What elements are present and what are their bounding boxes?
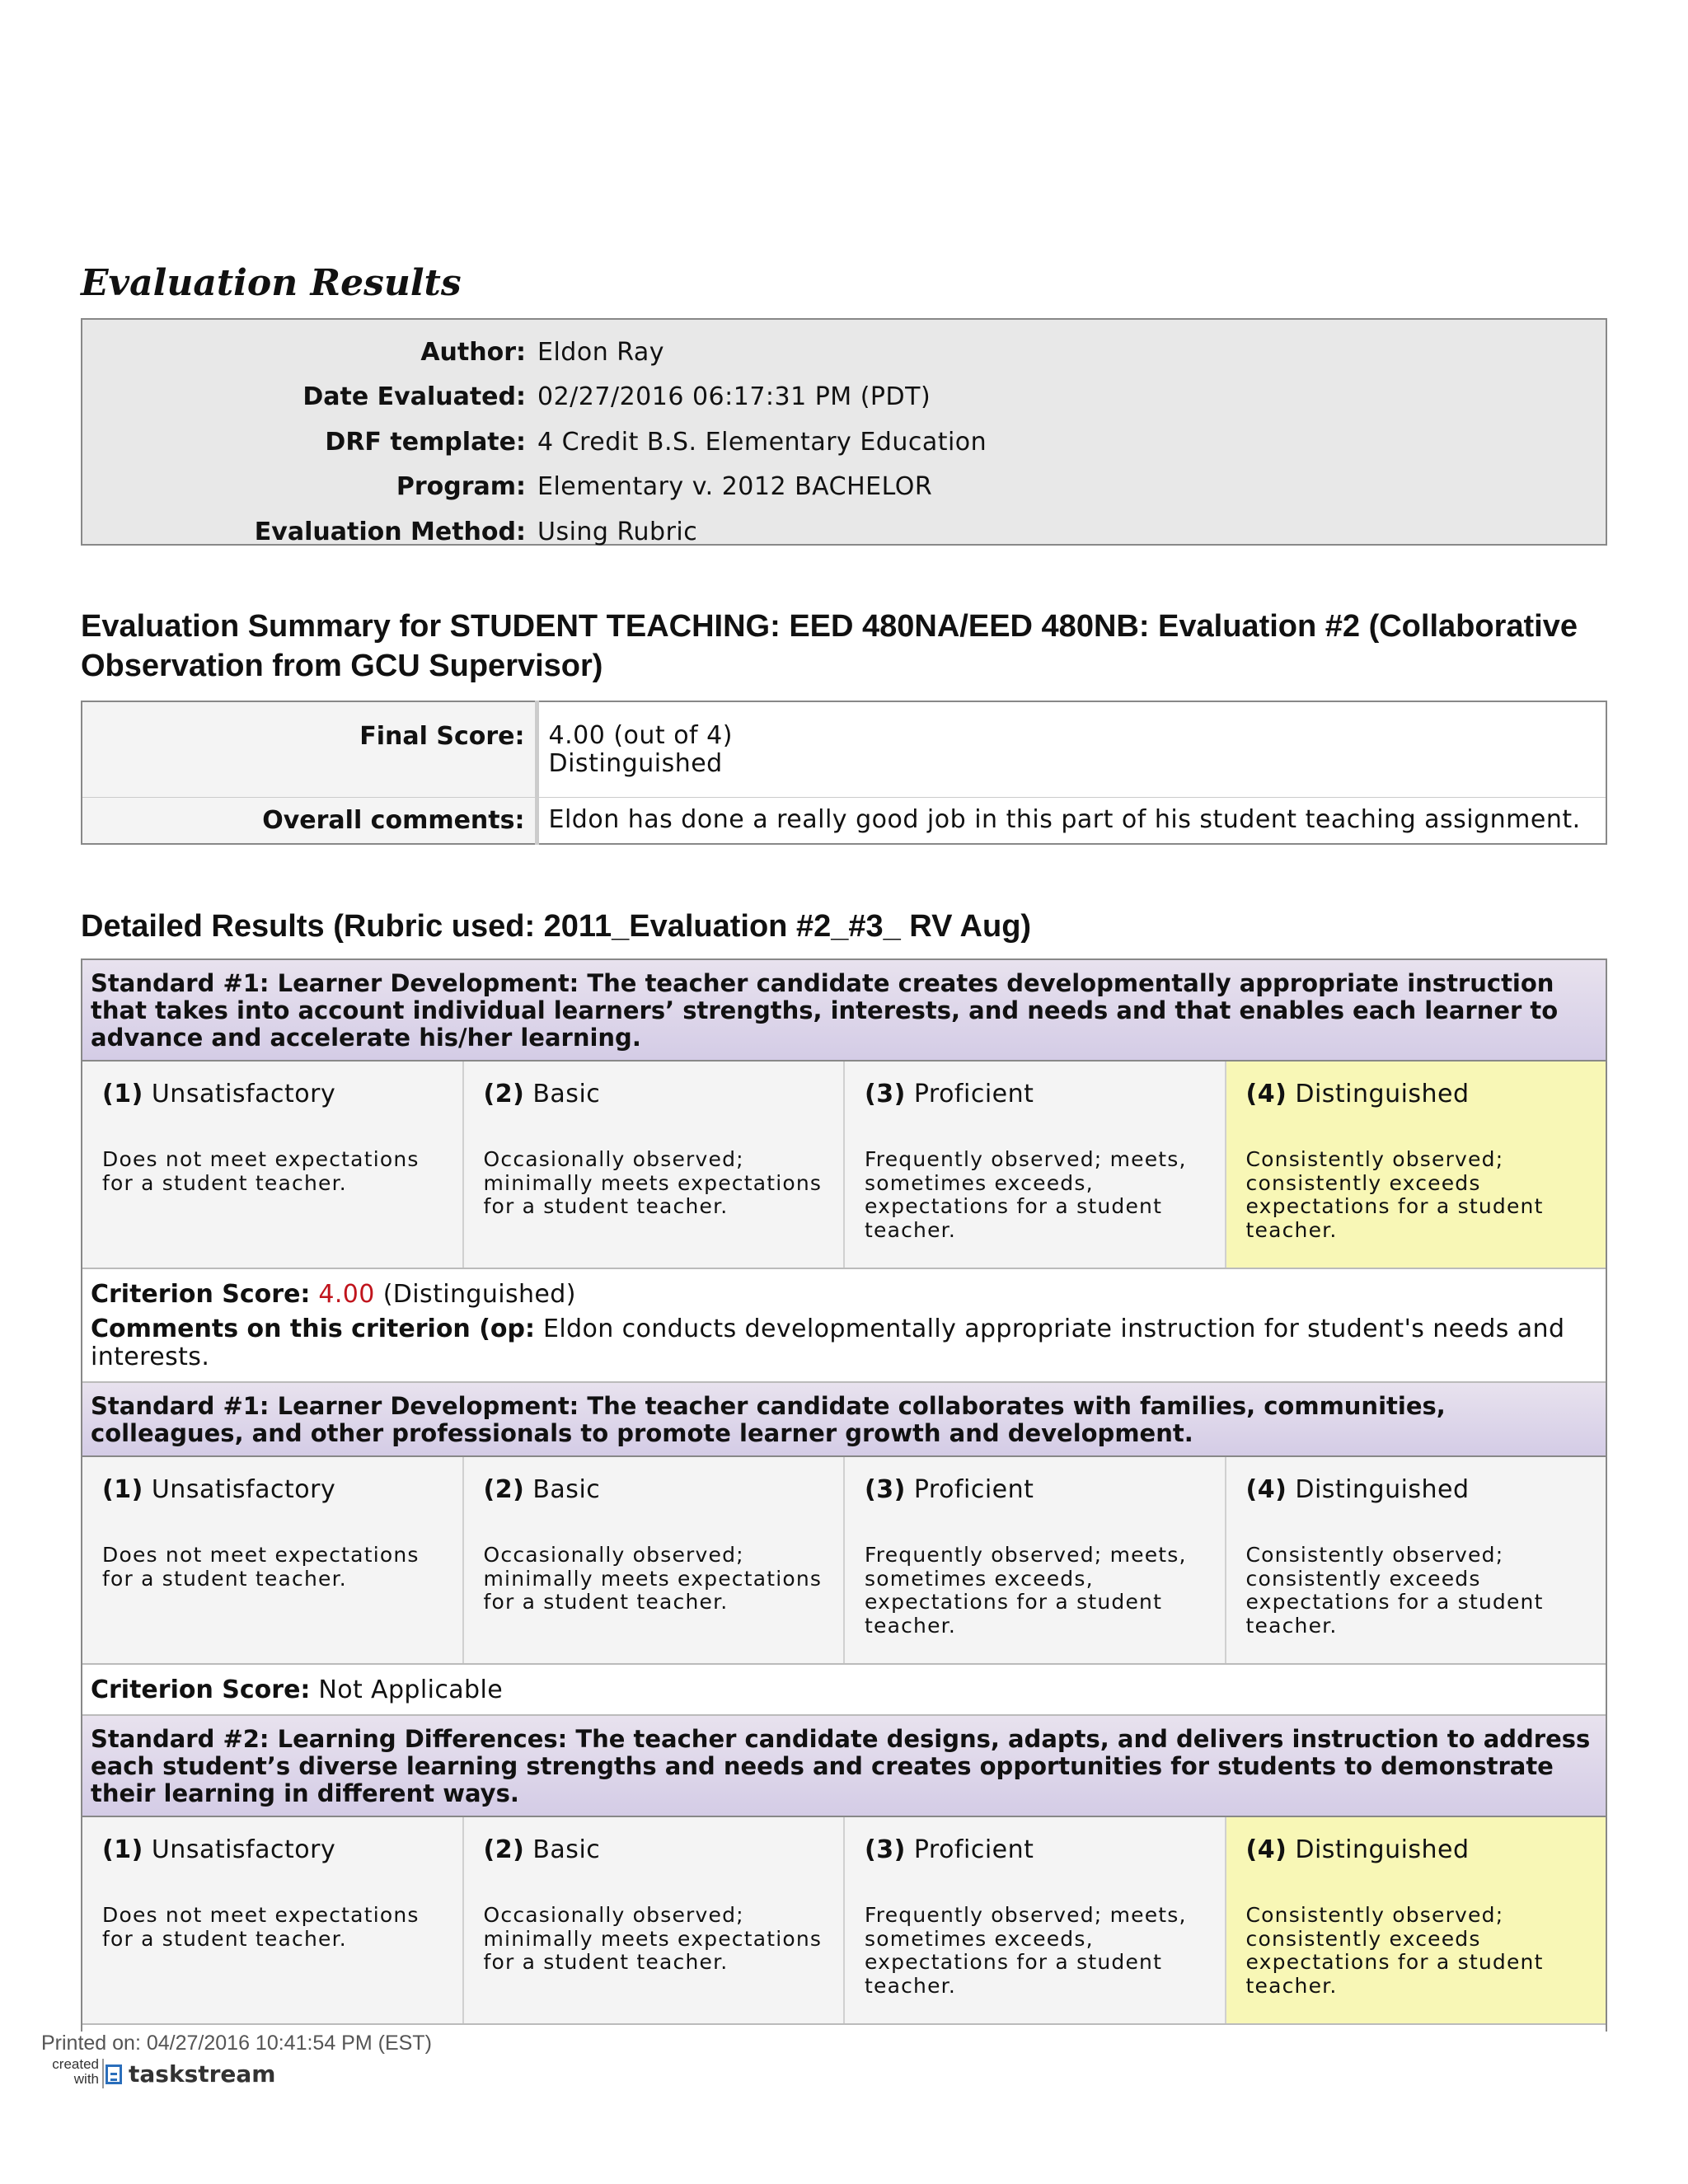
created-line: created: [52, 2056, 99, 2072]
level-unsatisfactory: [82, 1062, 464, 1268]
level-name: Proficient: [913, 1835, 1034, 1864]
level-distinguished: [1226, 1457, 1606, 1663]
level-number: (1): [102, 1835, 143, 1864]
level-proficient: [845, 1457, 1226, 1663]
level-description: Consistently observed; consistently exceeds expectations for a student teacher.: [1245, 1147, 1544, 1242]
level-number: (4): [1245, 1475, 1287, 1504]
summary-heading: Evaluation Summary for STUDENT TEACHING: EED 480NA/EED 480NB: Evaluation #2 (Collaborative Observation from GCU Supervisor): [81, 609, 1578, 683]
meta-row-template: [82, 419, 1606, 465]
level-number: (1): [102, 1475, 143, 1504]
level-name: Distinguished: [1295, 1475, 1470, 1504]
criterion-value: Not Applicable: [318, 1675, 504, 1704]
final-score-label: Final Score:: [82, 701, 537, 797]
meta-row-program: [82, 465, 1606, 510]
level-unsatisfactory: [82, 1457, 464, 1663]
evaluation-meta: [81, 318, 1607, 546]
level-name: Proficient: [913, 1475, 1034, 1504]
with-line: with: [73, 2071, 99, 2087]
level-description: Occasionally observed; minimally meets expectations for a student teacher.: [483, 1543, 823, 1614]
level-proficient: [845, 1062, 1226, 1268]
meta-value: 4 Credit B.S. Elementary Education: [537, 427, 987, 457]
criterion-comments: Eldon conducts developmentally appropriate instruction for student's needs and interests.: [91, 1315, 1565, 1371]
level-name: Proficient: [913, 1080, 1034, 1108]
level-description: Occasionally observed; minimally meets expectations for a student teacher.: [483, 1147, 823, 1218]
level-number: (3): [865, 1080, 906, 1108]
created-with-label: [40, 2057, 99, 2087]
level-description: Consistently observed; consistently exceeds expectations for a student teacher.: [1245, 1543, 1544, 1638]
level-description: Consistently observed; consistently exceeds expectations for a student teacher.: [1245, 1903, 1544, 1998]
level-number: (3): [865, 1475, 906, 1504]
meta-row-author: [82, 330, 1606, 375]
criterion-score-label: Criterion Score:: [91, 1675, 311, 1704]
level-name: Basic: [532, 1475, 601, 1504]
printed-on: Printed on: 04/27/2016 10:41:54 PM (EST): [41, 2032, 432, 2055]
criterion-level: (Distinguished): [382, 1280, 576, 1309]
standard-header: Standard #2: Learning Differences: The teacher candidate designs, adapts, and delivers instruction to address each student’s diverse learning strengths and needs and creates opportunities for students to demonstrate their learning in different ways.: [82, 1716, 1606, 1817]
level-number: (3): [865, 1835, 906, 1864]
taskstream-logo-icon: [106, 2064, 122, 2084]
criterion-score-label: Criterion Score:: [91, 1280, 311, 1309]
meta-label: Author:: [420, 337, 526, 367]
meta-value: Eldon Ray: [537, 337, 665, 367]
level-number: (1): [102, 1080, 143, 1108]
overall-comments-label: Overall comments:: [82, 797, 537, 844]
overall-comments-row: [82, 797, 1606, 844]
level-description: Frequently observed; meets, sometimes exceeds, expectations for a student teacher.: [865, 1543, 1187, 1638]
standard-header: Standard #1: Learner Development: The teacher candidate creates developmentally appropriate instruction that takes into account individual learners’ strengths, interests, and needs and that enables each learner to advance and accelerate his/her learning.: [82, 960, 1606, 1062]
detailed-heading: Detailed Results (Rubric used: 2011_Evaluation #2_#3_ RV Aug): [81, 909, 1032, 944]
level-basic: [464, 1457, 846, 1663]
final-score-row: [82, 701, 1606, 797]
page-title: Evaluation Results: [81, 262, 462, 304]
standard-header: Standard #1: Learner Development: The teacher candidate collaborates with families, communities, colleagues, and other professionals to promote learner growth and development.: [82, 1383, 1606, 1457]
meta-label: Program:: [396, 472, 526, 502]
level-name: Basic: [532, 1835, 601, 1864]
level-number: (2): [483, 1835, 525, 1864]
meta-label: Evaluation Method:: [254, 517, 526, 546]
level-name: Distinguished: [1295, 1080, 1470, 1108]
final-score-cell: [537, 701, 1606, 797]
overall-comments-value: Eldon has done a really good job in this part of his student teaching assignment.: [537, 797, 1606, 844]
final-score-value: 4.00 (out of 4): [548, 721, 733, 750]
level-description: Frequently observed; meets, sometimes exceeds, expectations for a student teacher.: [865, 1903, 1187, 1998]
final-score-level: Distinguished: [548, 749, 723, 778]
meta-value: Elementary v. 2012 BACHELOR: [537, 472, 933, 502]
level-description: Occasionally observed; minimally meets expectations for a student teacher.: [483, 1903, 823, 1974]
meta-value: 02/27/2016 06:17:31 PM (PDT): [537, 382, 931, 412]
level-unsatisfactory: [82, 1817, 464, 2023]
level-basic: [464, 1817, 846, 2023]
criterion-result: [82, 1665, 1606, 1716]
taskstream-logo: [106, 2060, 276, 2088]
rubric-levels: [82, 1817, 1606, 2025]
meta-label: Date Evaluated:: [302, 382, 526, 412]
criterion-comments-label: Comments on this criterion (op:: [91, 1315, 536, 1343]
level-number: (4): [1245, 1080, 1287, 1108]
level-distinguished-selected: [1226, 1062, 1606, 1268]
level-name: Unsatisfactory: [151, 1080, 336, 1108]
level-name: Unsatisfactory: [151, 1835, 336, 1864]
level-number: (2): [483, 1080, 525, 1108]
level-description: Does not meet expectations for a student teacher.: [102, 1543, 420, 1591]
level-name: Unsatisfactory: [151, 1475, 336, 1504]
level-distinguished-selected: [1226, 1817, 1606, 2023]
meta-label: DRF template:: [325, 427, 526, 457]
rubric-levels: [82, 1457, 1606, 1665]
rubric-results: [81, 958, 1607, 2032]
logo-divider: [102, 2059, 104, 2088]
level-proficient: [845, 1817, 1226, 2023]
level-description: Frequently observed; meets, sometimes exceeds, expectations for a student teacher.: [865, 1147, 1187, 1242]
criterion-result: [82, 1269, 1606, 1383]
meta-row-method: [82, 509, 1606, 555]
level-description: Does not meet expectations for a student teacher.: [102, 1147, 420, 1195]
level-description: Does not meet expectations for a student teacher.: [102, 1903, 420, 1951]
meta-row-date: [82, 375, 1606, 420]
meta-value: Using Rubric: [537, 517, 698, 546]
summary-table: [81, 701, 1607, 845]
level-number: (4): [1245, 1835, 1287, 1864]
level-name: Basic: [532, 1080, 601, 1108]
criterion-score: 4.00: [318, 1280, 375, 1309]
brand-name: taskstream: [129, 2060, 276, 2088]
level-number: (2): [483, 1475, 525, 1504]
rubric-levels: [82, 1062, 1606, 1269]
level-name: Distinguished: [1295, 1835, 1470, 1864]
level-basic: [464, 1062, 846, 1268]
